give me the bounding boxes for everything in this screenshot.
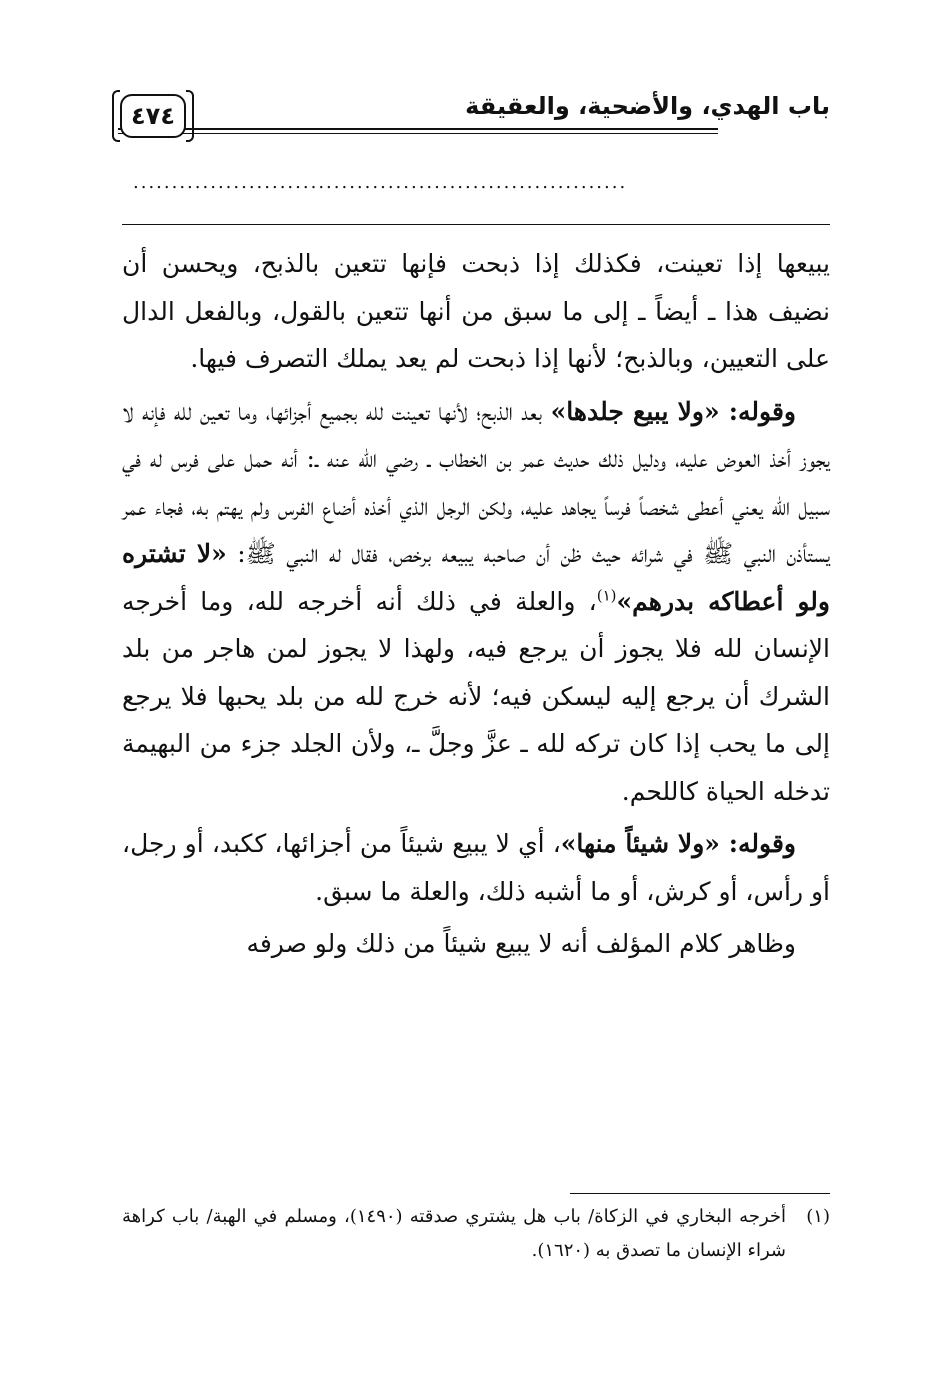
- chapter-title: باب الهدي، والأضحية، والعقيقة: [465, 92, 830, 120]
- footnote-rule: [570, 1193, 830, 1194]
- paragraph-2-lead: وقوله:: [719, 396, 796, 426]
- header-divider: [122, 224, 830, 225]
- footnote-text: أخرجه البخاري في الزكاة/ باب هل يشتري صدقته (١٤٩٠)، ومسلم في الهبة/ باب كراهة شراء الإنسان ما تصدق به (١٦٢٠).: [122, 1206, 787, 1261]
- footnote-item: [122, 1200, 830, 1268]
- paragraph-4: وظاهر كلام المؤلف أنه لا يبيع شيئاً من ذلك ولو صرفه: [246, 929, 796, 958]
- paragraph-3: [122, 820, 830, 915]
- quote-parts: «ولا شيئاً منها»: [560, 829, 720, 858]
- quote-hide: «ولا يبيع جلدها»: [550, 396, 720, 426]
- page-header: [118, 88, 830, 146]
- dotted-separator: ................................................................: [133, 172, 628, 193]
- footnote-number: (١): [806, 1206, 830, 1227]
- paragraph-2-text-a: بعد الذبح؛ لأنها تعينت لله بجميع أجزائها، وما تعين لله فإنه لا يجوز أخذ العوض عليه، ودليل ذلك حديث عمر بن الخطاب ـ رضي الله عنه ـ: أنه حمل على فرس له في سبيل الله يعني أعطى شخصاً فرساً يجاهد عليه، ولكن الرجل الذي أخذه أضاع الفرس ولم يهتم به، فجاء عمر يستأذن النبي ﷺ في شرائه حيث ظن أن صاحبه يبيعه برخص، فقال له النبي ﷺ:: [122, 396, 830, 568]
- quote-hadith: «لا تشتره ولو أعطاكه بدرهم»: [122, 539, 831, 616]
- page-number: ٤٧٤: [120, 94, 186, 138]
- paragraph-1: يبيعها إذا تعينت، فكذلك إذا ذبحت فإنها تتعين بالذبح، ويحسن أن نضيف هذا ـ أيضاً ـ إلى ما سبق من أنها تتعين بالقول، وبالفعل الدال على التعيين، وبالذبح؛ لأنها إذا ذبحت لم يعد يملك التصرف فيها.: [122, 249, 830, 373]
- footnotes: [122, 1200, 830, 1268]
- paragraph-2-text-b: ، والعلة في ذلك أنه أخرجه لله، وما أخرجه الإنسان لله فلا يجوز أن يرجع فيه، ولهذا لا يجوز لمن هاجر من بلد الشرك أن يرجع إليه ليسكن فيه؛ لأنه خرج لله من بلد يحبها فلا يرجع إلى ما يحب إذا كان تركه لله ـ عزَّ وجلَّ ـ، ولأن الجلد جزء من البهيمة تدخله الحياة كاللحم.: [122, 586, 830, 806]
- paragraph-3-lead: وقوله:: [719, 829, 796, 858]
- main-text: [122, 240, 830, 968]
- footnote-reference[interactable]: (١): [596, 586, 617, 605]
- paragraph-3-text: ، أي لا يبيع شيئاً من أجزائها، ككبد، أو رجل، أو رأس، أو كرش، أو ما أشبه ذلك، والعلة ما سبق.: [122, 829, 830, 906]
- header-rule: [118, 128, 718, 134]
- paragraph-2: [122, 388, 830, 816]
